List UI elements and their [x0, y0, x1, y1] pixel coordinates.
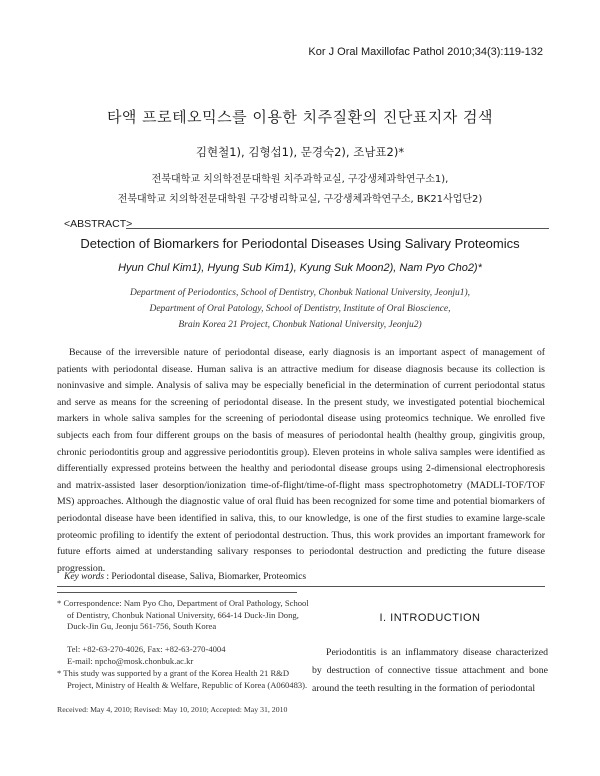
abstract-body: Because of the irreversible nature of periodontal disease, early diagnosis is an important aspect of management of patients with periodontal disease. Human saliva is an attractive medium for disease diagnosis because its collection is noninvasive and simple. Analysis of saliva may be especially beneficial in the determination of current periodontal status and serve as means for the screening of periodontal disease. In the present study, we investigated potential biochemical markers in whole saliva samples for the screening of periodontal disease using proteomics technique. We enrolled five subjects each from four different groups on the basis of measures of periodontal health (healthy group, gingivitis group, chronic periodontitis group and aggressive periodontitis group). Eleven proteins in whole saliva samples were identified as differentially expressed proteins between the healthy and periodontal disease groups using 2-dimensional electrophoresis and matrix-assisted laser desorption/ionization time-of-flight/time-of-flight mass spectrophotometry (MADLI-TOF/TOF MS) approaches. Although the diagnostic value of oral fluid has been recognized for some time and potential biomarkers of periodontal disease have been identified in saliva, this, to our knowledge, is one of the first studies to examine large-scale proteomic profiling to identify the extent of periodontal destruction. Thus, this work provides an important framework for future efforts aimed at understanding salivary responses to periodontal destruction and predicting the future disease progression. [57, 347, 545, 574]
english-affiliation-1: Department of Periodontics, School of Dentistry, Chonbuk National University, Jeonju1), [129, 288, 471, 298]
english-authors: Hyun Chul Kim1), Hyung Sub Kim1), Kyung Suk Moon2), Nam Pyo Cho2)* [118, 262, 482, 274]
abstract-label: <ABSTRACT> [64, 218, 133, 230]
introduction-heading: I. INTRODUCTION [379, 612, 481, 624]
footnote-funding: * This study was supported by a grant of the Korea Health 21 R&D Project, Ministry of Health & Welfare, Republic of Korea (A060483). [57, 668, 308, 690]
keywords-rule [57, 586, 545, 587]
footnote-email: E-mail: npcho@mosk.chonbuk.ac.kr [67, 656, 194, 666]
keywords-label: Key words [64, 572, 105, 582]
korean-authors: 김현철1), 김형섭1), 문경숙2), 조남표2)* [195, 145, 405, 159]
journal-reference: Kor J Oral Maxillofac Pathol 2010;34(3):119-132 [308, 46, 543, 58]
english-affiliation-2: Department of Oral Patology, School of Dentistry, Institute of Oral Bioscience, [149, 304, 451, 314]
keywords-text: : Periodontal disease, Saliva, Biomarker, Proteomics [104, 572, 307, 582]
korean-title: 타액 프로테오믹스를 이용한 치주질환의 진단표지자 검색 [106, 108, 494, 126]
footnote-rule [57, 592, 297, 593]
english-title: Detection of Biomarkers for Periodontal Diseases Using Salivary Proteomics [80, 236, 520, 251]
received-dates: Received: May 4, 2010; Revised: May 10, 2010; Accepted: May 31, 2010 [57, 705, 288, 714]
korean-affiliation-1: 전북대학교 치의학전문대학원 치주과학교실, 구강생체과학연구소1), [151, 174, 449, 185]
footnote-correspondence: * Correspondence: Nam Pyo Cho, Department of Oral Pathology, School of Dentistry, Chonbuk National University, 664-14 Duck-Jin Dong, Duck-Jin Gu, Jeonju 561-756, South Korea [57, 598, 309, 631]
introduction-text: Periodontitis is an inflammatory disease characterized by destruction of connective tissue attachment and bone around the teeth resulting in the formation of periodontal [312, 647, 548, 694]
korean-affiliation-2: 전북대학교 치의학전문대학원 구강병리학교실, 구강생체과학연구소, BK21사업단2) [117, 194, 483, 205]
footnote-tel-fax: Tel: +82-63-270-4026, Fax: +82-63-270-4004 [67, 644, 226, 654]
abstract-rule [126, 228, 549, 229]
english-affiliation-3: Brain Korea 21 Project, Chonbuk National University, Jeonju2) [178, 320, 422, 330]
keywords [64, 572, 306, 582]
